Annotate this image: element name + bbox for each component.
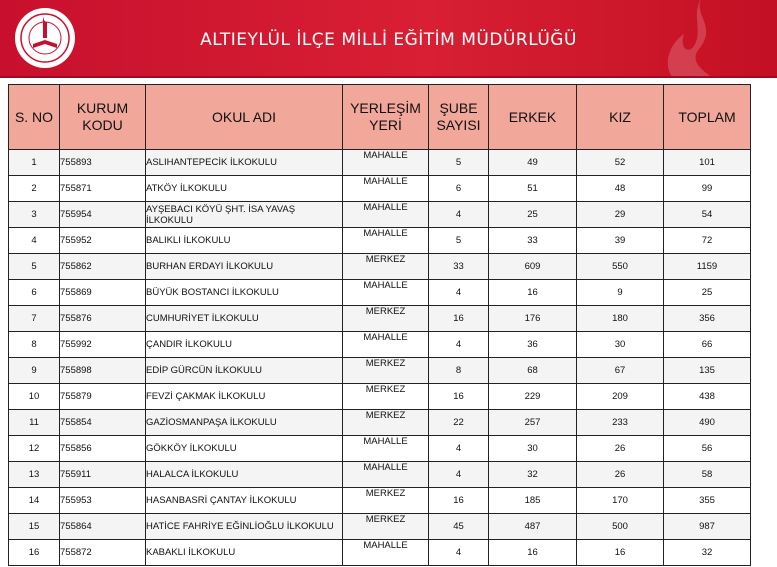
row-location: MAHALLE — [343, 176, 429, 202]
row-no: 10 — [9, 384, 60, 410]
col-header-kiz: KIZ — [577, 85, 664, 150]
row-location: MAHALLE — [343, 462, 429, 488]
row-location: MERKEZ — [343, 358, 429, 384]
row-kiz: 209 — [577, 384, 664, 410]
row-location: MAHALLE — [343, 436, 429, 462]
row-kiz: 30 — [577, 332, 664, 358]
row-toplam: 101 — [664, 150, 751, 176]
row-kiz: 170 — [577, 488, 664, 514]
row-sube: 16 — [429, 488, 489, 514]
row-kiz: 16 — [577, 540, 664, 566]
row-code: 755856 — [60, 436, 146, 462]
row-sube: 8 — [429, 358, 489, 384]
row-no: 1 — [9, 150, 60, 176]
row-no: 15 — [9, 514, 60, 540]
table-row — [9, 358, 751, 384]
table-row — [9, 540, 751, 566]
row-location: MAHALLE — [343, 228, 429, 254]
row-kiz: 500 — [577, 514, 664, 540]
table-row — [9, 384, 751, 410]
row-no: 16 — [9, 540, 60, 566]
row-sube: 4 — [429, 436, 489, 462]
row-school-name: AYŞEBACI KÖYÜ ŞHT. İSA YAVAŞ İLKOKULU — [146, 202, 343, 228]
row-location: MERKEZ — [343, 514, 429, 540]
row-code: 755992 — [60, 332, 146, 358]
row-toplam: 25 — [664, 280, 751, 306]
row-toplam: 490 — [664, 410, 751, 436]
row-code: 755954 — [60, 202, 146, 228]
row-kiz: 26 — [577, 436, 664, 462]
row-toplam: 66 — [664, 332, 751, 358]
table-row — [9, 306, 751, 332]
row-no: 14 — [9, 488, 60, 514]
row-erkek: 49 — [489, 150, 577, 176]
col-header-yerlesim: YERLEŞİM YERİ — [343, 85, 429, 150]
row-code: 755911 — [60, 462, 146, 488]
row-erkek: 16 — [489, 280, 577, 306]
table-row — [9, 228, 751, 254]
row-erkek: 30 — [489, 436, 577, 462]
row-sube: 16 — [429, 384, 489, 410]
row-kiz: 550 — [577, 254, 664, 280]
row-toplam: 72 — [664, 228, 751, 254]
table-row — [9, 514, 751, 540]
row-code: 755869 — [60, 280, 146, 306]
row-erkek: 36 — [489, 332, 577, 358]
row-sube: 4 — [429, 462, 489, 488]
row-erkek: 609 — [489, 254, 577, 280]
row-school-name: ATKÖY İLKOKULU — [146, 176, 343, 202]
row-sube: 16 — [429, 306, 489, 332]
row-location: MAHALLE — [343, 150, 429, 176]
row-sube: 4 — [429, 332, 489, 358]
table-row — [9, 150, 751, 176]
row-code: 755898 — [60, 358, 146, 384]
row-no: 6 — [9, 280, 60, 306]
table-row — [9, 436, 751, 462]
row-code: 755879 — [60, 384, 146, 410]
row-toplam: 438 — [664, 384, 751, 410]
row-sube: 33 — [429, 254, 489, 280]
table-row — [9, 202, 751, 228]
row-school-name: KABAKLI İLKOKULU — [146, 540, 343, 566]
table-row — [9, 280, 751, 306]
row-no: 4 — [9, 228, 60, 254]
row-school-name: EDİP GÜRCÜN İLKOKULU — [146, 358, 343, 384]
row-no: 13 — [9, 462, 60, 488]
row-school-name: HASANBASRİ ÇANTAY İLKOKULU — [146, 488, 343, 514]
table-row — [9, 410, 751, 436]
row-erkek: 68 — [489, 358, 577, 384]
row-school-name: HALALCA İLKOKULU — [146, 462, 343, 488]
row-kiz: 67 — [577, 358, 664, 384]
row-erkek: 51 — [489, 176, 577, 202]
row-code: 755893 — [60, 150, 146, 176]
row-kiz: 29 — [577, 202, 664, 228]
row-sube: 4 — [429, 280, 489, 306]
col-header-okul-adi: OKUL ADI — [146, 85, 343, 150]
row-kiz: 39 — [577, 228, 664, 254]
row-school-name: BALIKLI İLKOKULU — [146, 228, 343, 254]
row-toplam: 355 — [664, 488, 751, 514]
row-location: MERKEZ — [343, 384, 429, 410]
row-toplam: 356 — [664, 306, 751, 332]
row-sube: 45 — [429, 514, 489, 540]
page-title: ALTIEYLÜL İLÇE MİLLİ EĞİTİM MÜDÜRLÜĞÜ — [200, 30, 577, 50]
row-sube: 22 — [429, 410, 489, 436]
row-sube: 5 — [429, 228, 489, 254]
row-erkek: 33 — [489, 228, 577, 254]
table-row — [9, 488, 751, 514]
row-school-name: ASLIHANTEPECİK İLKOKULU — [146, 150, 343, 176]
row-code: 755862 — [60, 254, 146, 280]
header-divider — [0, 76, 777, 78]
row-sube: 4 — [429, 202, 489, 228]
row-erkek: 185 — [489, 488, 577, 514]
col-header-sno: S. NO — [9, 85, 60, 150]
row-location: MERKEZ — [343, 254, 429, 280]
row-code: 755952 — [60, 228, 146, 254]
row-location: MAHALLE — [343, 332, 429, 358]
row-code: 755876 — [60, 306, 146, 332]
table-row — [9, 332, 751, 358]
row-code: 755953 — [60, 488, 146, 514]
row-toplam: 32 — [664, 540, 751, 566]
row-location: MERKEZ — [343, 306, 429, 332]
row-toplam: 1159 — [664, 254, 751, 280]
row-no: 8 — [9, 332, 60, 358]
header-banner — [0, 0, 777, 76]
row-school-name: ÇANDIR İLKOKULU — [146, 332, 343, 358]
table-row — [9, 462, 751, 488]
row-kiz: 48 — [577, 176, 664, 202]
col-header-kurum-kodu: KURUM KODU — [60, 85, 146, 150]
table-header-row — [9, 85, 751, 150]
row-no: 9 — [9, 358, 60, 384]
row-toplam: 56 — [664, 436, 751, 462]
row-school-name: CUMHURİYET İLKOKULU — [146, 306, 343, 332]
table-body — [9, 150, 751, 566]
row-sube: 4 — [429, 540, 489, 566]
table-row — [9, 254, 751, 280]
row-school-name: HATİCE FAHRİYE EĞİNLİOĞLU İLKOKULU — [146, 514, 343, 540]
row-kiz: 233 — [577, 410, 664, 436]
row-kiz: 180 — [577, 306, 664, 332]
row-erkek: 229 — [489, 384, 577, 410]
row-kiz: 9 — [577, 280, 664, 306]
row-erkek: 16 — [489, 540, 577, 566]
row-kiz: 26 — [577, 462, 664, 488]
row-no: 5 — [9, 254, 60, 280]
row-erkek: 25 — [489, 202, 577, 228]
row-school-name: GAZİOSMANPAŞA İLKOKULU — [146, 410, 343, 436]
row-code: 755871 — [60, 176, 146, 202]
row-no: 7 — [9, 306, 60, 332]
row-school-name: BURHAN ERDAYI İLKOKULU — [146, 254, 343, 280]
row-code: 755854 — [60, 410, 146, 436]
row-school-name: FEVZİ ÇAKMAK İLKOKULU — [146, 384, 343, 410]
table-row — [9, 176, 751, 202]
row-no: 11 — [9, 410, 60, 436]
row-location: MAHALLE — [343, 202, 429, 228]
row-toplam: 135 — [664, 358, 751, 384]
row-location: MAHALLE — [343, 540, 429, 566]
row-location: MERKEZ — [343, 410, 429, 436]
row-sube: 6 — [429, 176, 489, 202]
school-table — [8, 84, 751, 566]
row-school-name: GÖKKÖY İLKOKULU — [146, 436, 343, 462]
row-erkek: 257 — [489, 410, 577, 436]
row-erkek: 176 — [489, 306, 577, 332]
row-toplam: 54 — [664, 202, 751, 228]
row-kiz: 52 — [577, 150, 664, 176]
row-code: 755864 — [60, 514, 146, 540]
row-toplam: 58 — [664, 462, 751, 488]
row-toplam: 987 — [664, 514, 751, 540]
row-toplam: 99 — [664, 176, 751, 202]
row-location: MAHALLE — [343, 280, 429, 306]
row-erkek: 487 — [489, 514, 577, 540]
row-no: 2 — [9, 176, 60, 202]
col-header-toplam: TOPLAM — [664, 85, 751, 150]
row-no: 3 — [9, 202, 60, 228]
row-location: MERKEZ — [343, 488, 429, 514]
row-no: 12 — [9, 436, 60, 462]
row-school-name: BÜYÜK BOSTANCI İLKOKULU — [146, 280, 343, 306]
row-erkek: 32 — [489, 462, 577, 488]
col-header-sube: ŞUBE SAYISI — [429, 85, 489, 150]
col-header-erkek: ERKEK — [489, 85, 577, 150]
row-code: 755872 — [60, 540, 146, 566]
row-sube: 5 — [429, 150, 489, 176]
